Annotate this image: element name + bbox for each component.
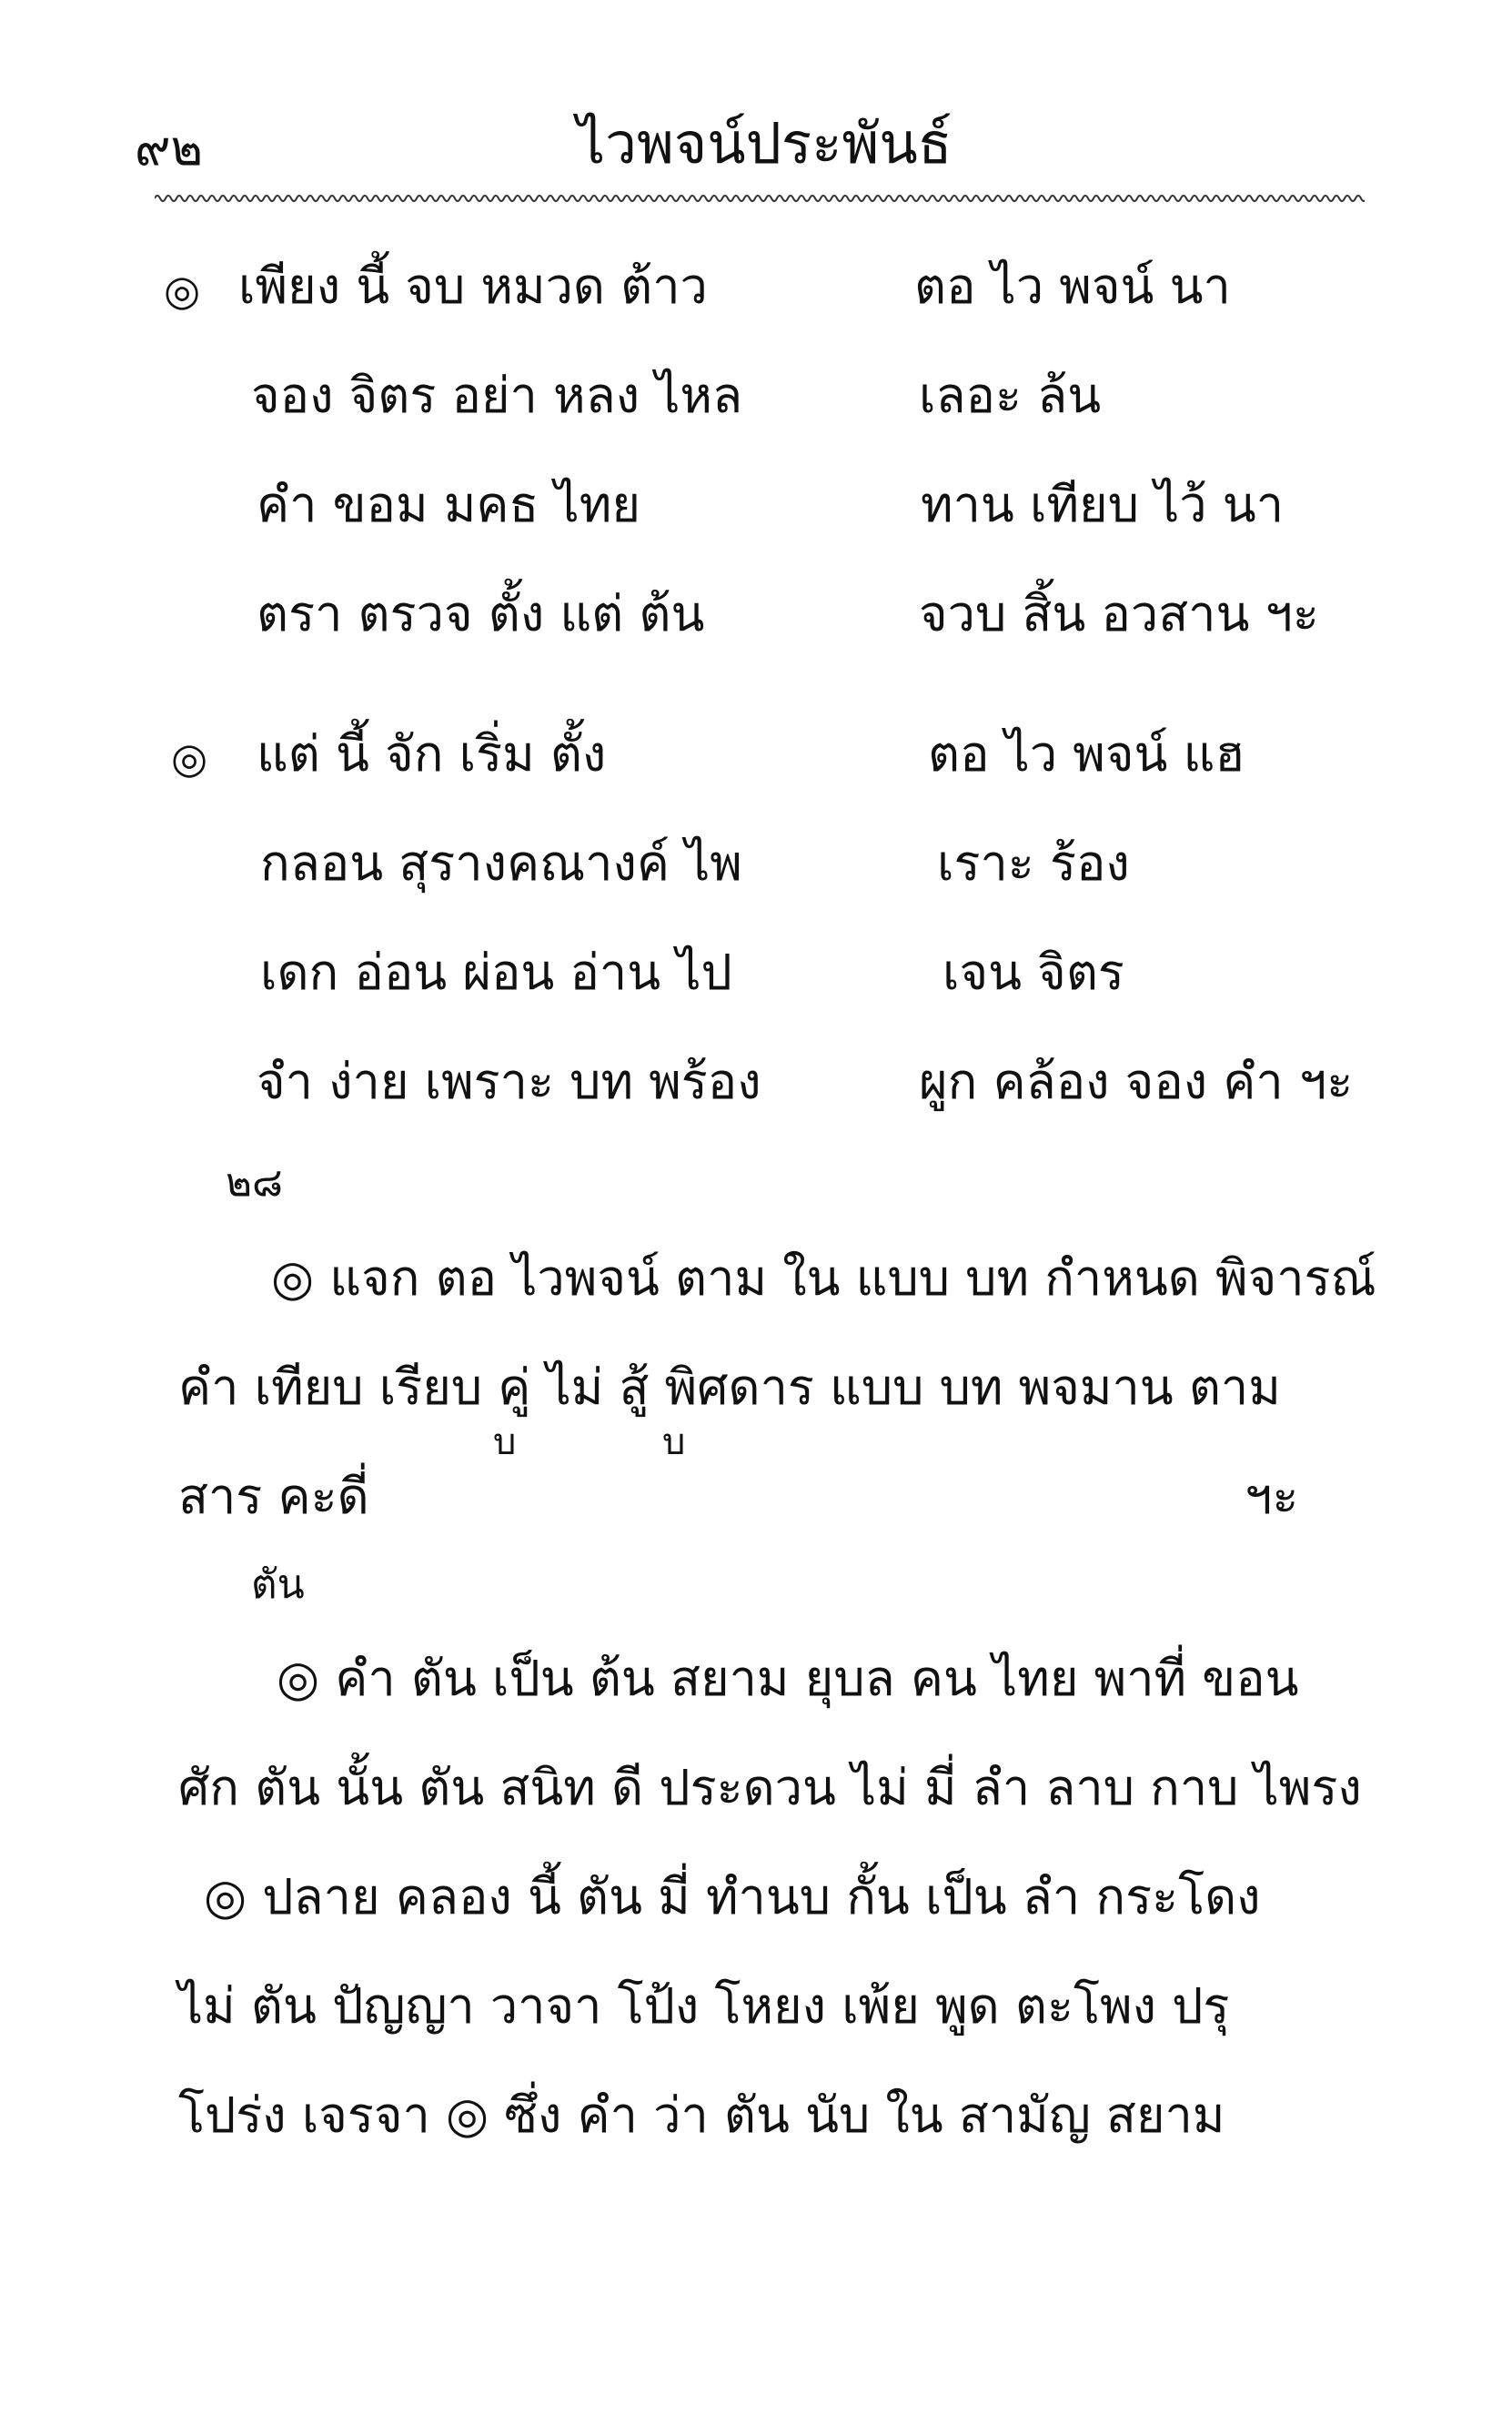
prose-2-label: ตัน: [251, 1561, 305, 1608]
stanza-1-line-2-right: เลอะ ล้น: [919, 367, 1102, 424]
stanza-1-line-2-left: จอง จิตร อย่า หลง ไหล: [251, 367, 743, 424]
stanza-1-line-1-left: เพียง นี้ จบ หมวด ต้าว: [238, 258, 708, 315]
stanza-1-line-3-right: ทาน เทียบ ไว้ นา: [921, 476, 1285, 533]
prose-1-subscript-2: บ: [662, 1421, 686, 1463]
stanza-2-marker: ◎: [171, 733, 208, 783]
stanza-2-line-4-left: จำ ง่าย เพราะ บท พร้อง: [257, 1053, 761, 1110]
header-divider: [155, 191, 1365, 206]
stanza-2-line-2-right: เราะ ร้อง: [937, 834, 1130, 892]
stanza-2-line-1-left: แต่ นี้ จัก เริ่ม ตั้ง: [257, 725, 607, 783]
prose-2-line-1: ◎ คำ ตัน เป็น ต้น สยาม ยุบล คน ไทย พาที่ ขอน: [277, 1650, 1299, 1707]
prose-2-line-5: โปร่ง เจรจา ◎ ซึ่ง คำ ว่า ตัน นับ ใน สามัญ สยาม: [178, 2086, 1225, 2144]
stanza-1-marker: ◎: [164, 266, 201, 315]
prose-1-line-3: สาร คะดี่: [178, 1468, 369, 1525]
stanza-1-line-3-left: คำ ขอม มคธ ไทย: [257, 476, 640, 533]
prose-2-line-4: ไม่ ตัน ปัญญา วาจา โป้ง โหยง เพ้ย พูด ตะโพง ปรุ: [178, 1977, 1230, 2035]
stanza-2-line-3-right: เจน จิตร: [942, 944, 1124, 1001]
stanza-2-line-3-left: เดก อ่อน ผ่อน อ่าน ไป: [260, 944, 732, 1001]
prose-1-line-2: คำ เทียบ เรียบ คู่ ไม่ สู้ พิศดาร แบบ บท พจมาน ตาม: [178, 1359, 1281, 1416]
prose-2-line-3: ◎ ปลาย คลอง นี้ ตัน มี่ ทำนบ กั้น เป็น ลำ กระโดง: [204, 1868, 1261, 1925]
prose-1-end-mark: ฯะ: [1245, 1468, 1299, 1525]
section-number: ๒๘: [226, 1159, 283, 1206]
prose-1-line-1: ◎ แจก ตอ ไวพจน์ ตาม ใน แบบ บท กำหนด พิจารณ์: [271, 1249, 1376, 1307]
page-number: ๙๒: [135, 119, 204, 177]
prose-1-subscript-1: บ: [493, 1421, 517, 1463]
stanza-2-line-2-left: กลอน สุรางคณางค์ ไพ: [260, 834, 742, 892]
running-title: ไวพจน์ประพันธ์: [577, 110, 953, 177]
stanza-2-line-4-right: ผูก คล้อง จอง คำ ฯะ: [919, 1053, 1354, 1110]
stanza-2-line-1-right: ตอ ไว พจน์ แฮ: [928, 725, 1245, 783]
prose-2-line-2: ศัก ตัน นั้น ตัน สนิท ดี ประดวน ไม่ มี่ ลำ ลาบ กาบ ไพรง: [178, 1759, 1362, 1816]
stanza-1-line-4-right: จวบ สิ้น อวสาน ฯะ: [919, 585, 1319, 642]
stanza-1-line-1-right: ตอ ไว พจน์ นา: [914, 258, 1231, 315]
stanza-1-line-4-left: ตรา ตรวจ ตั้ง แต่ ต้น: [257, 585, 705, 642]
